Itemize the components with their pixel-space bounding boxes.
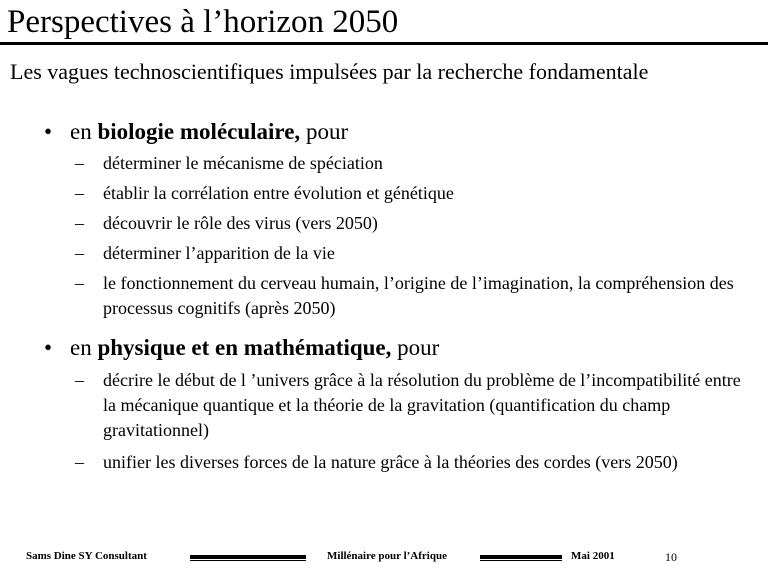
list-item-text: déterminer l’apparition de la vie — [103, 243, 335, 263]
slide-subtitle: Les vagues technoscientifiques impulsées par la recherche fondamentale — [10, 59, 649, 84]
bullet-icon: • — [44, 335, 53, 360]
section-suffix: pour — [300, 119, 349, 144]
dash-icon: – — [75, 370, 84, 390]
slide-title: Perspectives à l’horizon 2050 — [7, 4, 399, 40]
section-topic: physique et en mathématique, — [97, 335, 392, 360]
page-number: 10 — [665, 550, 677, 564]
list-item-text: déterminer le mécanisme de spéciation — [103, 153, 383, 173]
slide-footer — [0, 548, 768, 568]
footer-divider — [190, 555, 306, 559]
list-item-text: découvrir le rôle des virus (vers 2050) — [103, 213, 378, 233]
dash-icon: – — [75, 183, 84, 203]
footer-date: Mai 2001 — [571, 550, 615, 562]
title-underline — [0, 42, 768, 45]
list-item-text: décrire le début de l ’univers grâce à la résolution du problème de l’incompatibilité entre la mécanique quantique et la théorie de la gravitation (quantification du champ gravitationnel) — [103, 370, 741, 440]
bullet-icon: • — [44, 119, 53, 144]
list-item-text: établir la corrélation entre évolution et génétique — [103, 183, 454, 203]
dash-icon: – — [75, 452, 84, 472]
section-prefix: en — [70, 335, 98, 360]
section-topic: biologie moléculaire, — [97, 119, 301, 144]
dash-icon: – — [75, 213, 84, 233]
footer-divider — [480, 555, 562, 559]
footer-author: Sams Dine SY Consultant — [26, 550, 147, 562]
footer-event: Millénaire pour l’Afrique — [327, 550, 447, 562]
section-prefix: en — [70, 119, 98, 144]
dash-icon: – — [75, 273, 84, 293]
dash-icon: – — [75, 153, 84, 173]
list-item-text: unifier les diverses forces de la nature grâce à la théories des cordes (vers 2050) — [103, 452, 678, 472]
list-item-text: le fonctionnement du cerveau humain, l’origine de l’imagination, la compréhension des processus cognitifs (après 2050) — [103, 273, 734, 318]
section-suffix: pour — [391, 335, 440, 360]
dash-icon: – — [75, 243, 84, 263]
